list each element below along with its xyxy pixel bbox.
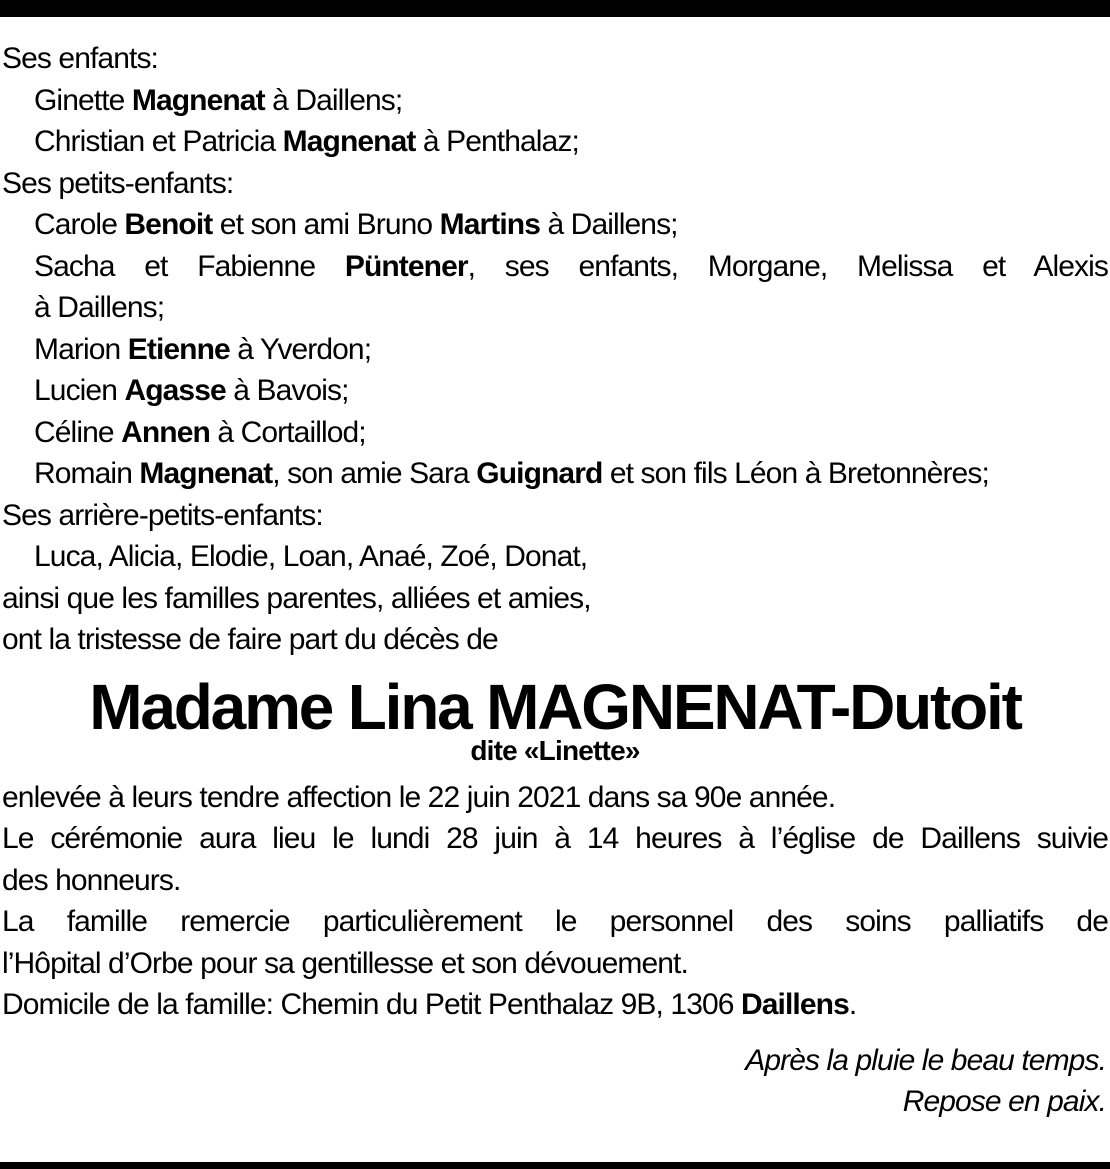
announce-line: ont la tristesse de faire part du décès de [2, 623, 498, 656]
grandchildren-heading: Ses petits-enfants: [2, 166, 234, 200]
family-name: Püntener [344, 249, 468, 283]
family-name: Guignard [476, 457, 603, 490]
top-rule [0, 0, 1110, 17]
grandchild-entry: Céline Annen à Cortaillod; [34, 415, 366, 449]
child-entry: Ginette Magnenat à Daillens; [34, 83, 403, 117]
family-name: Etienne [127, 332, 230, 366]
family-name: Annen [121, 415, 210, 449]
family-name: Magnenat [139, 457, 273, 490]
domicile-line: Domicile de la famille: Chemin du Petit Penthalaz 9B, 1306 Daillens. [2, 988, 857, 1021]
closing-line: Après la pluie le beau temps. [745, 1043, 1106, 1077]
family-name: Benoit [124, 208, 213, 241]
grandchild-entry: Lucien Agasse à Bavois; [34, 374, 349, 407]
family-name: Agasse [124, 374, 226, 407]
closing-line: Repose en paix. [902, 1085, 1106, 1118]
children-heading: Ses enfants: [2, 42, 158, 75]
great-grandchildren-names: Luca, Alicia, Elodie, Loan, Anaé, Zoé, Donat, [34, 540, 588, 573]
grandchild-entry: Marion Etienne à Yverdon; [34, 332, 372, 366]
thanks-line-end: l’Hôpital d’Orbe pour sa gentillesse et son dévouement. [2, 946, 688, 980]
child-entry: Christian et Patricia Magnenat à Penthalaz; [34, 125, 579, 158]
obituary-notice [2, 38, 1108, 1123]
family-name: Magnenat [282, 125, 416, 158]
grandchild-entry: Romain Magnenat, son amie Sara Guignard et son fils Léon à Bretonnères; [34, 457, 989, 490]
families-line: ainsi que les familles parentes, alliées et amies, [2, 581, 591, 615]
deceased-name: Madame Lina MAGNENAT-Dutoit [89, 670, 1021, 743]
domicile-town: Daillens [741, 988, 849, 1021]
thanks-line: La famille remercie particulièrement le personnel des soins palliatifs de [2, 905, 1108, 938]
family-name: Magnenat [131, 83, 265, 117]
ceremony-line: Le cérémonie aura lieu le lundi 28 juin à 14 heures à l’église de Daillens suivie [2, 822, 1108, 855]
great-grandchildren-heading: Ses arrière-petits-enfants: [2, 498, 323, 532]
ceremony-line-end: des honneurs. [2, 863, 181, 897]
death-line: enlevée à leurs tendre affection le 22 juin 2021 dans sa 90e année. [2, 780, 836, 814]
family-name: Martins [439, 208, 541, 241]
grandchild-entry: Carole Benoit et son ami Bruno Martins à Daillens; [34, 208, 678, 241]
bottom-rule [0, 1162, 1110, 1169]
grandchild-entry-continuation: à Daillens; [34, 291, 165, 324]
deceased-nickname: dite «Linette» [470, 734, 640, 766]
grandchild-entry: Sacha et Fabienne Püntener, ses enfants, Morgane, Melissa et Alexis [34, 249, 1108, 283]
